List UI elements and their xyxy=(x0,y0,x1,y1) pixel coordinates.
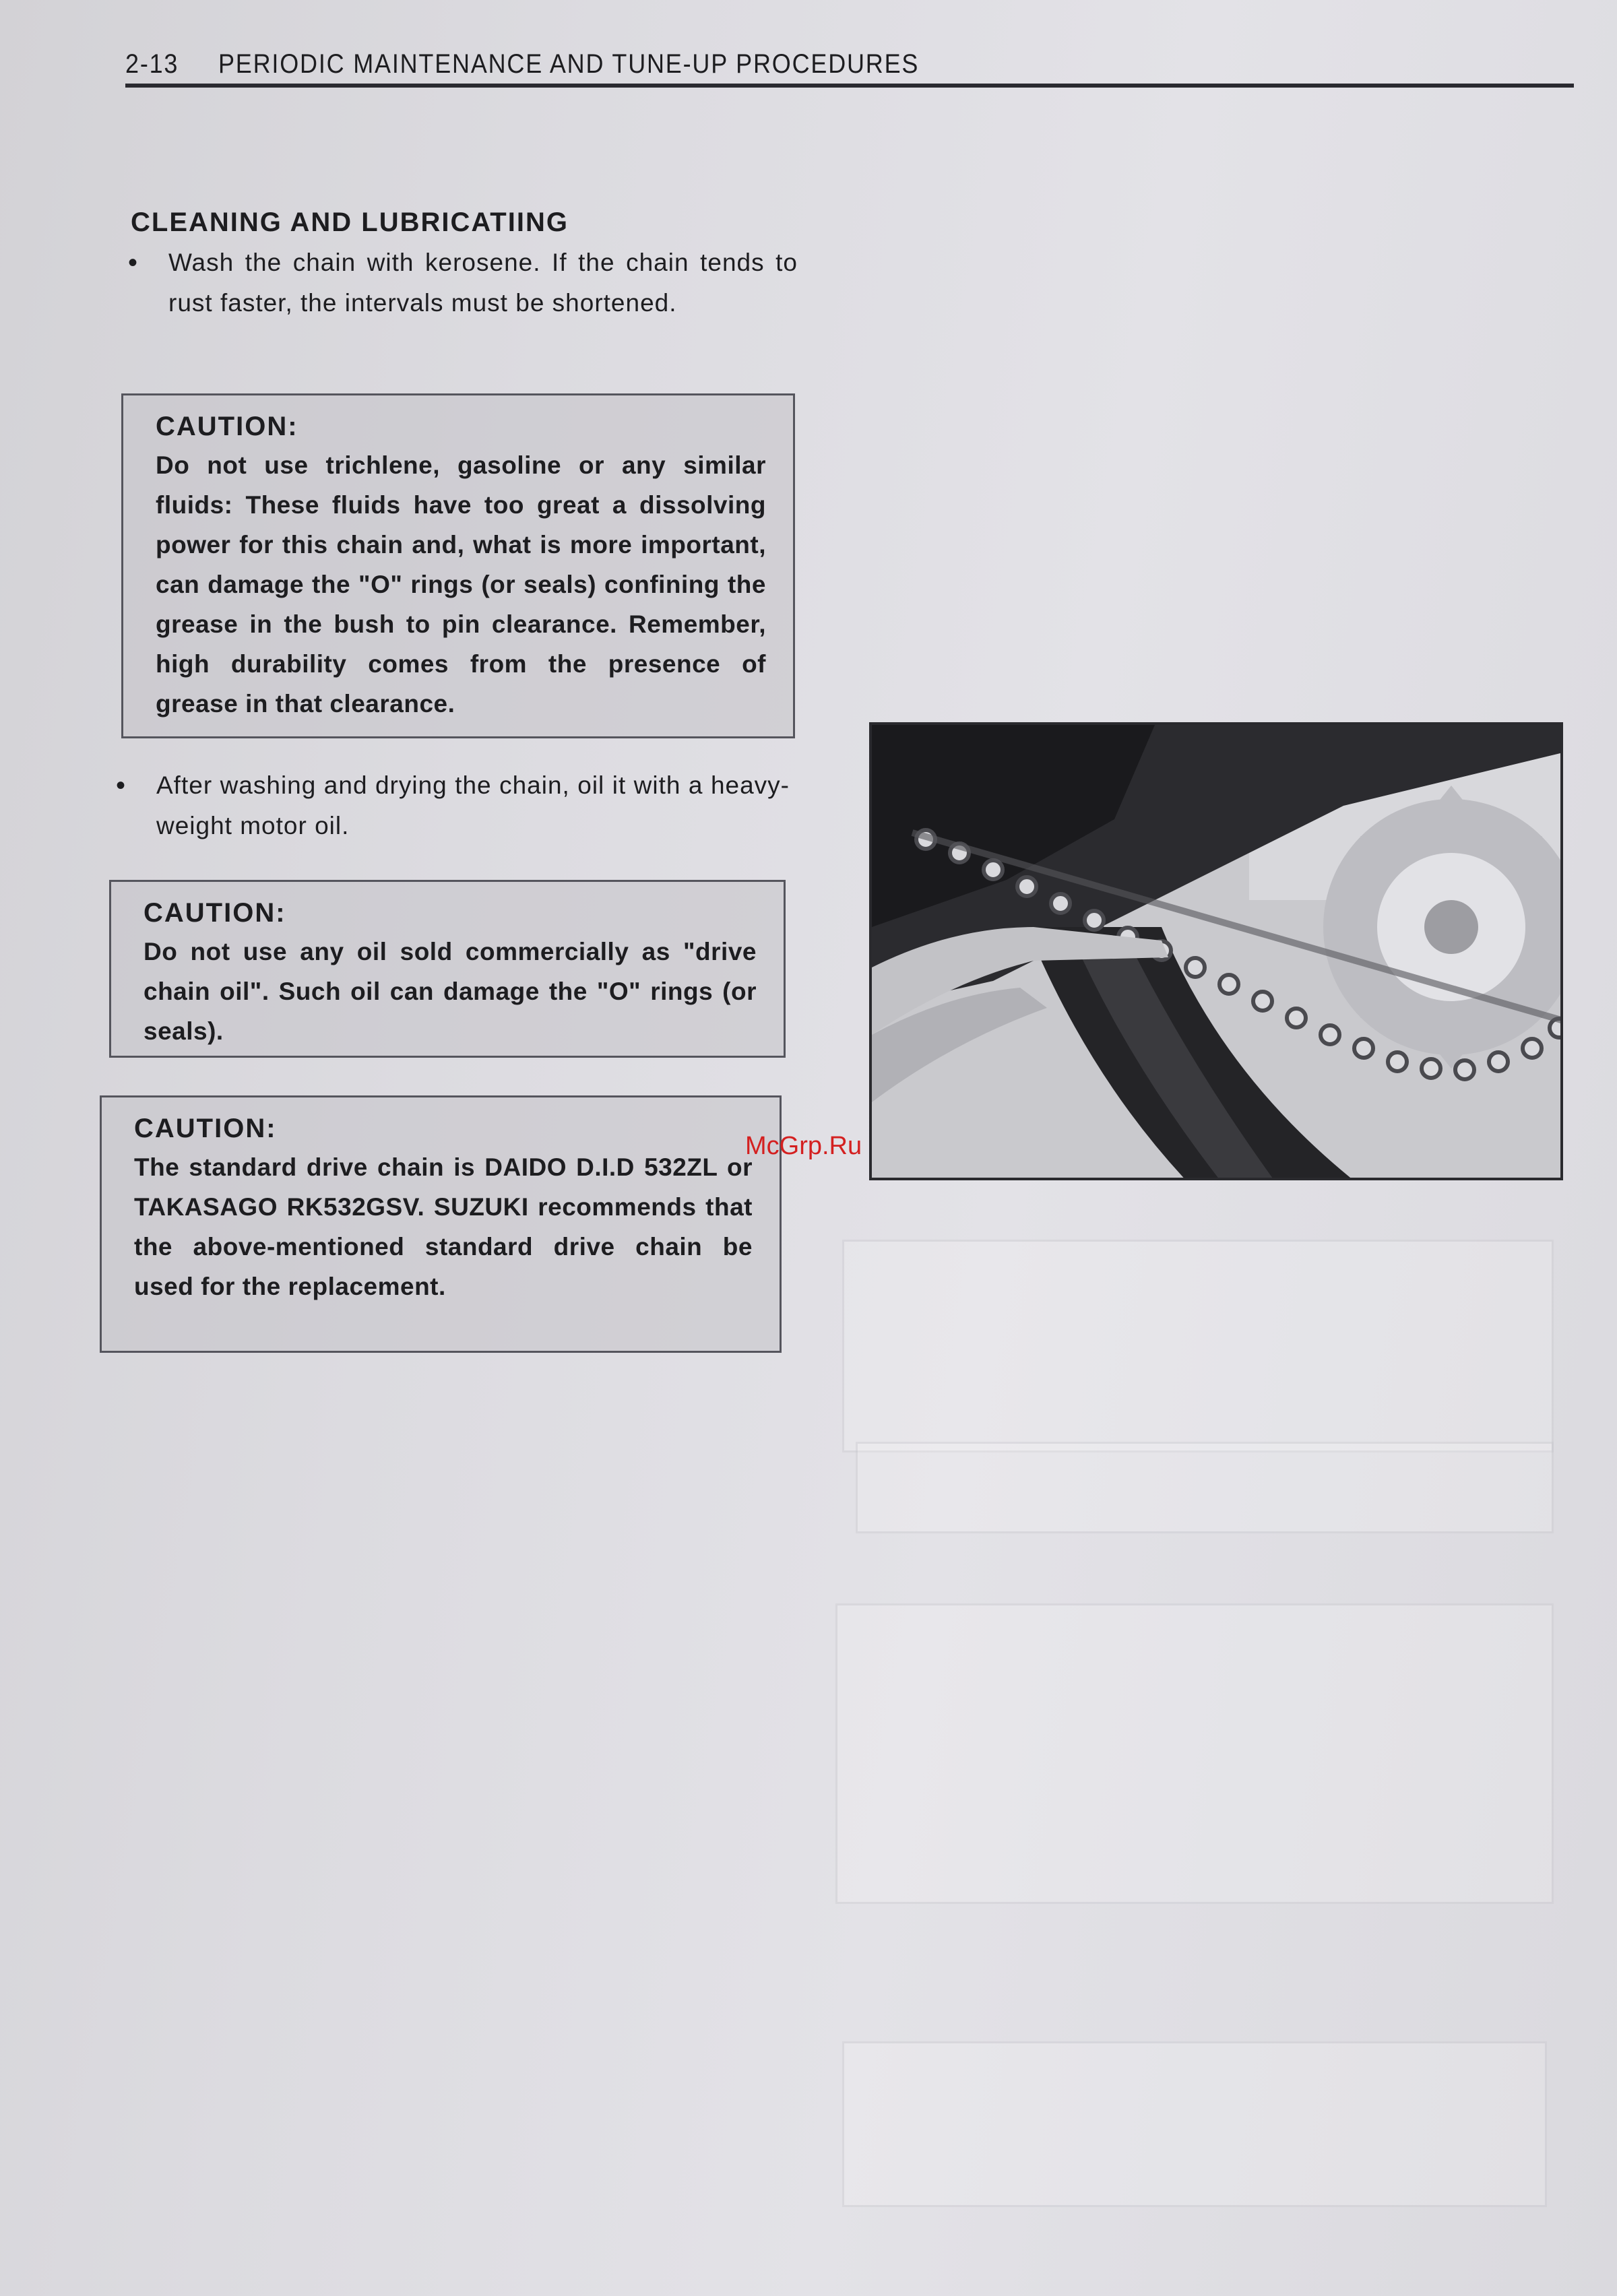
caution-box-solvents xyxy=(121,393,795,738)
caution-heading: CAUTION: xyxy=(144,898,286,928)
running-title: PERIODIC MAINTENANCE AND TUNE-UP PROCEDURES xyxy=(218,49,920,79)
show-through-box-4 xyxy=(835,1603,1554,1904)
bullet-dot: • xyxy=(128,248,138,278)
bullet-dot: • xyxy=(116,771,126,800)
caution-box-chain-oil xyxy=(109,880,786,1058)
show-through-box-2 xyxy=(856,1442,1554,1533)
show-through-box-3 xyxy=(842,2041,1547,2207)
caution-text: The standard drive chain is DAIDO D.I.D 532ZL or TAKASAGO RK532GSV. SUZUKI recommends that the above-mentioned standard drive chain be used for the replacement. xyxy=(134,1153,753,1300)
drive-chain-photo xyxy=(869,722,1563,1180)
caution-box-standard-chain xyxy=(100,1095,782,1353)
watermark-text: McGrp.Ru xyxy=(745,1132,862,1160)
caution-text: Do not use any oil sold commercially as "drive chain oil". Such oil can damage the "O" rings (or seals). xyxy=(144,938,757,1045)
page-header xyxy=(125,43,1574,88)
caution-text: Do not use trichlene, gasoline or any similar fluids: These fluids have too great a dissolving power for this chain and, what is more important, can damage the "O" rings (or seals) confining the grease in the bush to pin clearance. Remember, high durability comes from the presence of grease in that clearance. xyxy=(156,451,766,718)
bullet-text: After washing and drying the chain, oil it with a heavy-weight motor oil. xyxy=(156,771,790,839)
chain-lubrication-illustration xyxy=(872,725,1563,1180)
section-title: CLEANING AND LUBRICATIING xyxy=(131,208,569,237)
page-number: 2-13 xyxy=(125,49,179,79)
bullet-text: Wash the chain with kerosene. If the chain tends to rust faster, the intervals must be shortened. xyxy=(168,249,798,317)
caution-heading: CAUTION: xyxy=(134,1114,277,1143)
caution-heading: CAUTION: xyxy=(156,412,298,441)
show-through-box-1 xyxy=(842,1240,1554,1453)
bullet-oil-chain xyxy=(116,765,790,846)
bullet-wash-chain xyxy=(128,243,798,323)
